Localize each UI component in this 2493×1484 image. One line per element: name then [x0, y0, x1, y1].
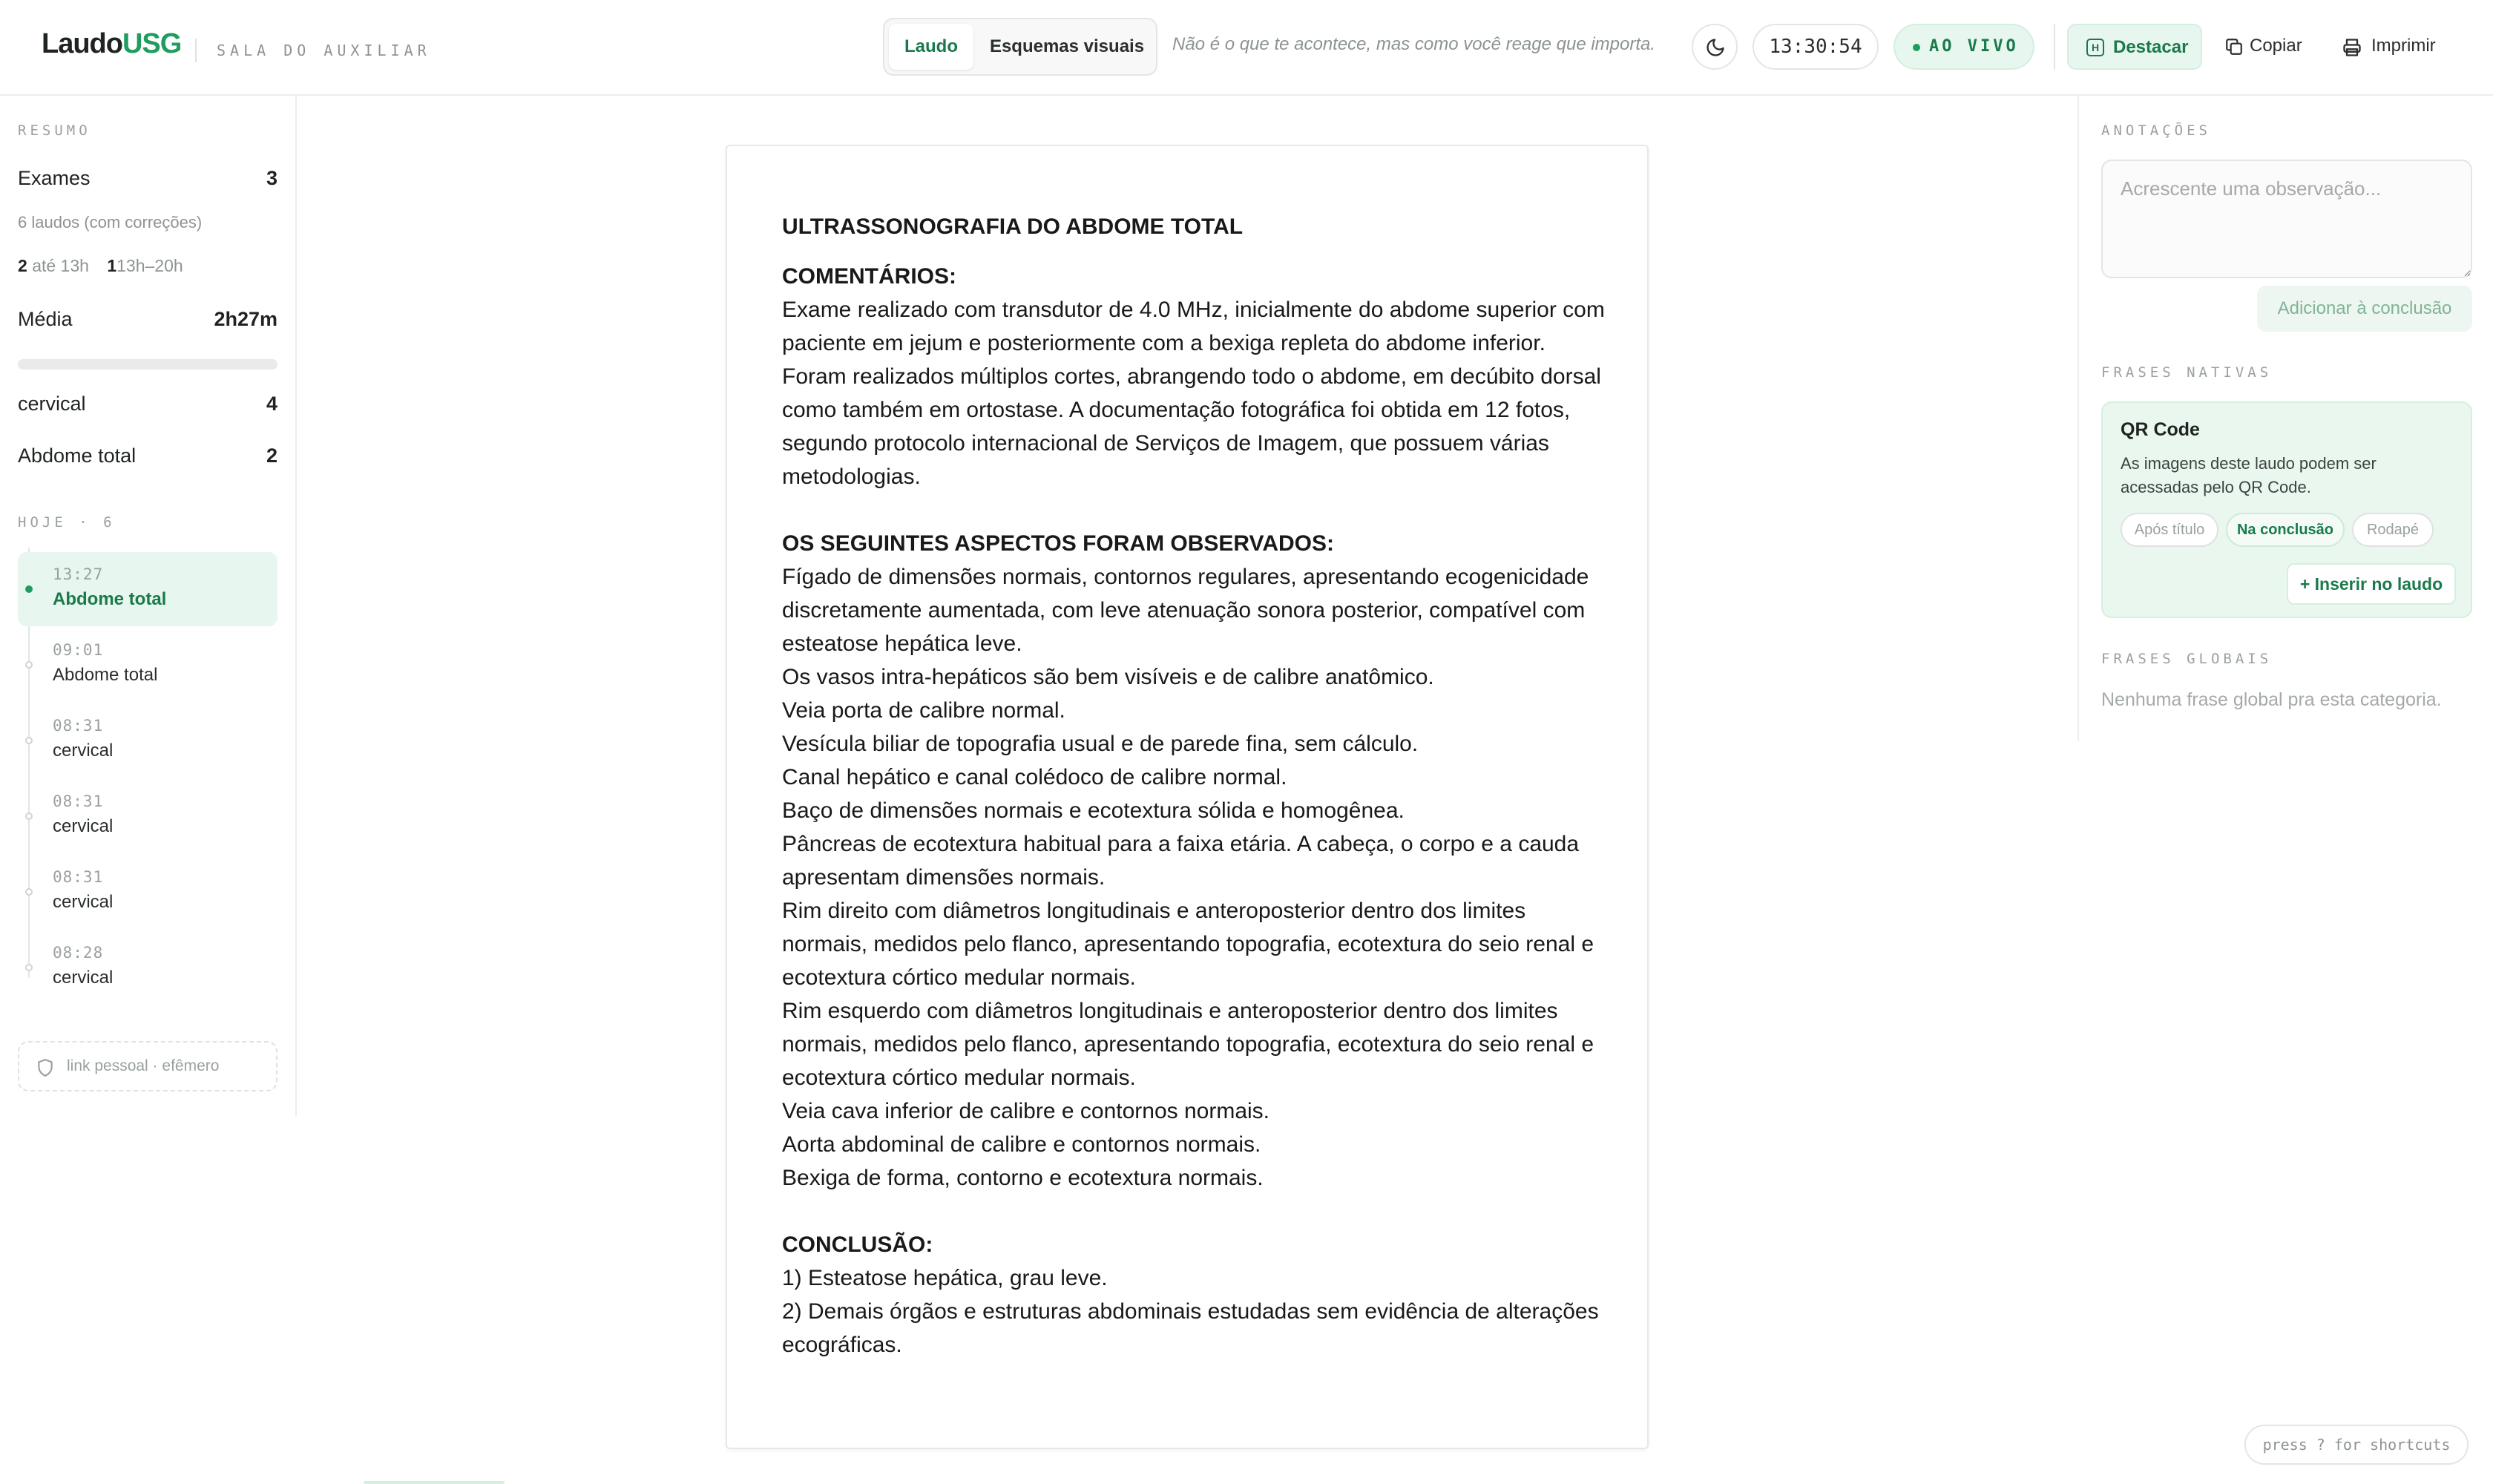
header-divider — [2054, 24, 2055, 70]
category-row[interactable] — [18, 393, 277, 416]
highlight-button[interactable] — [2067, 24, 2202, 70]
conclusion-line: 2) Demais órgãos e estruturas abdominais estudadas sem evidência de alterações ecográficas. — [782, 1299, 1599, 1357]
live-dot-icon — [1913, 44, 1920, 51]
app-logo: LaudoUSG — [42, 28, 182, 59]
timeline-time: 09:01 — [53, 641, 104, 659]
finding-line: Baço de dimensões normais e ecotextura sólida e homogênea. — [782, 798, 1405, 823]
category-label: Abdome total — [18, 444, 137, 467]
report-title: ULTRASSONOGRAFIA DO ABDOME TOTAL — [782, 214, 1244, 239]
timeline-item[interactable] — [18, 779, 277, 853]
timeline-item[interactable] — [18, 703, 277, 778]
timeline-time: 08:28 — [53, 944, 104, 962]
timeline-item[interactable] — [18, 855, 277, 929]
timeline-time: 08:31 — [53, 717, 104, 735]
live-badge — [1893, 24, 2034, 70]
timeline-dot-icon — [25, 812, 33, 820]
finding-line: Veia cava inferior de calibre e contornos normais. — [782, 1099, 1270, 1123]
finding-line: Bexiga de forma, contorno e ecotextura normais. — [782, 1166, 1264, 1190]
view-toggle — [883, 18, 1157, 76]
shield-icon — [36, 1057, 55, 1078]
phrase-card-text: As imagens deste laudo podem ser acessadas pelo QR Code. — [2121, 454, 2377, 496]
category-label: cervical — [18, 393, 86, 415]
position-chip-footer[interactable]: Rodapé — [2352, 513, 2434, 547]
average-value: 2h27m — [214, 308, 277, 330]
category-row[interactable] — [18, 444, 277, 467]
timeline-dot-icon — [25, 585, 33, 593]
timeline-exam-name: Abdome total — [53, 665, 158, 685]
comments-heading: COMENTÁRIOS: — [782, 264, 956, 289]
notes-input[interactable] — [2101, 160, 2472, 278]
insert-into-report-button[interactable]: + Inserir no laudo — [2287, 563, 2456, 605]
timeline-exam-name: Abdome total — [53, 589, 167, 609]
logo-divider — [195, 39, 197, 62]
print-button[interactable] — [2337, 24, 2448, 70]
finding-line: Pâncreas de ecotextura habitual para a faixa etária. A cabeça, o corpo e a cauda apresentam dimensões normais. — [782, 832, 1580, 890]
timeline-dot-icon — [25, 964, 33, 971]
timeline-exam-name: cervical — [53, 741, 114, 761]
position-chip-after-title[interactable]: Após título — [2121, 513, 2218, 547]
daily-quote: Não é o que te acontece, mas como você reage que importa. — [1172, 34, 1656, 54]
copy-label: Copiar — [2250, 36, 2302, 56]
personal-link-label: link pessoal · efêmero — [67, 1057, 220, 1074]
timeline-dot-icon — [25, 737, 33, 744]
page-subtitle: SALA DO AUXILIAR — [217, 42, 431, 59]
timeline-exam-name: cervical — [53, 816, 114, 836]
split-afternoon-label: 13h–20h — [116, 256, 183, 275]
finding-line: Veia porta de calibre normal. — [782, 698, 1065, 723]
finding-line: Rim direito com diâmetros longitudinais e anteroposterior dentro dos limites normais, medidos pelo flanco, apresentando topografia, ecotextura do seio renal e ecotextura córtico medular normais. — [782, 899, 1594, 990]
timeline-time: 13:27 — [53, 565, 104, 583]
summary-label: RESUMO — [18, 122, 91, 139]
tab-laudo[interactable]: Laudo — [889, 24, 973, 70]
top-bar — [0, 0, 2493, 96]
finding-line: Canal hepático e canal colédoco de calibre normal. — [782, 765, 1287, 789]
category-count: 2 — [266, 444, 277, 467]
timeline-item[interactable] — [18, 628, 277, 702]
phrases-panel — [2078, 96, 2493, 741]
finding-line: Os vasos intra-hepáticos são bem visíveis e de calibre anatômico. — [782, 665, 1434, 689]
finding-line: Vesícula biliar de topografia usual e de parede fina, sem cálculo. — [782, 732, 1419, 756]
average-row — [18, 308, 277, 331]
exams-count: 3 — [266, 167, 277, 189]
reports-note: 6 laudos (com correções) — [18, 213, 203, 232]
timeline-time: 08:31 — [53, 792, 104, 810]
bottom-accent-bar — [364, 1481, 505, 1484]
global-phrases-empty: Nenhuma frase global pra esta categoria. — [2101, 689, 2442, 710]
shortcut-hint[interactable]: press ? for shortcuts — [2244, 1425, 2469, 1465]
split-afternoon-count: 1 — [107, 256, 117, 275]
split-morning-label: até 13h — [32, 256, 89, 275]
timeline-dot-icon — [25, 661, 33, 669]
finding-line: Fígado de dimensões normais, contornos regulares, apresentando ecogenicidade discretamente aumentada, com leve atenuação sonora posterior, compatível com esteatose hepática leve. — [782, 565, 1589, 656]
report-body — [782, 210, 1606, 1362]
phrase-card-title: QR Code — [2121, 419, 2200, 440]
findings-heading: OS SEGUINTES ASPECTOS FORAM OBSERVADOS: — [782, 531, 1334, 556]
theme-toggle-button[interactable] — [1692, 24, 1738, 70]
add-to-conclusion-button[interactable]: Adicionar à conclusão — [2257, 286, 2472, 332]
keyboard-key-icon: H — [2086, 39, 2104, 56]
moon-icon — [1705, 37, 1726, 58]
phrase-card — [2101, 401, 2472, 618]
tab-esquemas-visuais[interactable]: Esquemas visuais — [989, 36, 1145, 56]
comments-text: Exame realizado com transdutor de 4.0 MHz, inicialmente do abdome superior com paciente em jejum e posteriormente com a bexiga repleta do abdome inferior. Foram realizados múltiplos cortes, abrangendo todo o abdome, em decúbito dorsal como também em ortostase. A documentação fotográfica foi obtida em 12 fotos, segundo protocolo internacional de Serviços de Imagem, que possuem várias metodologias. — [782, 298, 1605, 489]
timeline-exam-name: cervical — [53, 892, 114, 912]
print-label: Imprimir — [2371, 36, 2436, 56]
today-label: HOJE · 6 — [18, 514, 116, 531]
conclusion-line: 1) Esteatose hepática, grau leve. — [782, 1266, 1108, 1290]
average-label: Média — [18, 308, 73, 330]
copy-button[interactable] — [2218, 24, 2315, 70]
printer-icon — [2342, 37, 2362, 58]
timeline-dot-icon — [25, 888, 33, 896]
notes-label: ANOTAÇÕES — [2101, 122, 2211, 139]
split-morning-count: 2 — [18, 256, 27, 275]
live-label: AO VIVO — [1929, 37, 2019, 56]
timeline-item[interactable] — [18, 930, 277, 1005]
average-progress-bar — [18, 359, 277, 370]
shift-split — [18, 256, 277, 276]
timeline-time: 08:31 — [53, 868, 104, 886]
highlight-label: Destacar — [2113, 37, 2189, 57]
global-phrases-label: FRASES GLOBAIS — [2101, 651, 2273, 667]
timeline-item[interactable] — [18, 552, 277, 626]
exams-row — [18, 167, 277, 190]
personal-link-box[interactable] — [18, 1041, 277, 1091]
exams-label: Exames — [18, 167, 91, 189]
summary-sidebar — [0, 96, 297, 1116]
native-phrases-label: FRASES NATIVAS — [2101, 364, 2273, 381]
copy-icon — [2224, 37, 2244, 56]
conclusion-heading: CONCLUSÃO: — [782, 1232, 933, 1257]
category-count: 4 — [266, 393, 277, 415]
finding-line: Rim esquerdo com diâmetros longitudinais e anteroposterior dentro dos limites normais, medidos pelo flanco, apresentando topografia, ecotextura do seio renal e ecotextura córtico medular normais. — [782, 999, 1594, 1090]
finding-line: Aorta abdominal de calibre e contornos normais. — [782, 1132, 1261, 1157]
position-chip-conclusion[interactable]: Na conclusão — [2226, 513, 2345, 547]
report-document[interactable] — [726, 145, 1649, 1449]
timeline-exam-name: cervical — [53, 968, 114, 988]
clock-display: 13:30:54 — [1753, 24, 1879, 70]
